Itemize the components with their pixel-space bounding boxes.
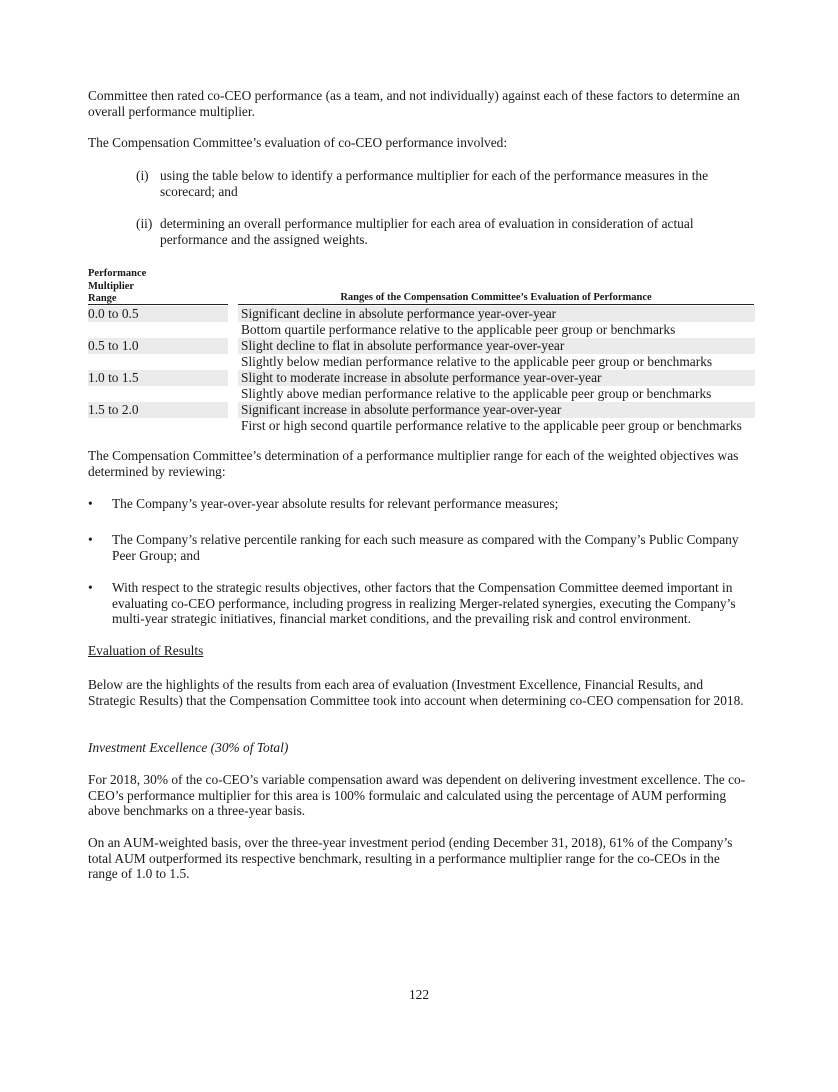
page-number: 122 [408,987,430,1002]
section-heading: Evaluation of Results [88,643,204,658]
range-cell: 0.0 to 0.5 [88,306,228,322]
description-cell: Bottom quartile performance relative to the applicable peer group or benchmarks [241,322,676,337]
bullet-glyph: • [88,532,93,547]
table-header-line: Multiplier [88,280,135,292]
step-number: (i) [136,168,149,183]
aum-paragraph: On an AUM-weighted basis, over the three-year investment period (ending December 31, 2018), 61% of the Company’s total AUM outperformed its respective benchmark, resulting in a performance multiplier range for the co-CEOs in the range of 1.0 to 1.5. [88,835,733,881]
range-cell: 0.5 to 1.0 [88,338,228,354]
subsection-heading: Investment Excellence (30% of Total) [88,740,289,755]
range-cell [88,386,228,402]
description-cell: Slight to moderate increase in absolute performance year-over-year [238,370,755,386]
range-cell [88,418,228,434]
table-header-line: Range [88,293,117,305]
description-cell: Significant increase in absolute performance year-over-year [238,402,755,418]
table-header-evaluation: Ranges of the Compensation Committee’s Evaluation of Performance [340,292,652,303]
description-cell: Slightly above median performance relative to the applicable peer group or benchmarks [241,386,712,401]
range-cell: 1.5 to 2.0 [88,402,228,418]
range-cell [88,354,228,370]
table-row [88,322,755,338]
bullet-glyph: • [88,580,93,595]
table-header-rule [88,304,228,305]
step-number: (ii) [136,216,153,231]
step-text: determining an overall performance multiplier for each area of evaluation in consideration of actual performance and the assigned weights. [160,216,694,247]
description-cell: First or high second quartile performance relative to the applicable peer group or benchmarks [241,418,742,433]
table-header-range [88,268,228,306]
table-row [88,354,755,370]
range-cell: 1.0 to 1.5 [88,370,228,386]
step-text: using the table below to identify a performance multiplier for each of the performance measures in the scorecard; and [160,168,709,199]
description-cell: Slightly below median performance relative to the applicable peer group or benchmarks [241,354,713,369]
table-row [88,306,755,322]
investment-excellence-paragraph: For 2018, 30% of the co-CEO’s variable compensation award was dependent on delivering investment excellence. The co-CEO’s performance multiplier for this area is 100% formulaic and calculated using the percentage of AUM performing above benchmarks on a three-year basis. [88,772,746,818]
table-row [88,402,755,418]
evaluation-involved-paragraph: The Compensation Committee’s evaluation of co-CEO performance involved: [88,135,508,150]
bullet-glyph: • [88,496,93,511]
table-header-line: Performance [88,268,147,279]
table-header-rule [238,304,754,305]
table-row [88,370,755,386]
intro-paragraph: Committee then rated co-CEO performance (as a team, and not individually) against each of these factors to determine an overall performance multiplier. [88,88,740,119]
table-row [88,386,755,402]
evaluation-paragraph: Below are the highlights of the results from each area of evaluation (Investment Excellence, Financial Results, and Strategic Results) that the Compensation Committee took into account when determining co-CEO compensation for 2018. [88,677,744,708]
range-cell [88,322,228,338]
bullet-text: The Company’s relative percentile ranking for each such measure as compared with the Company’s Public Company Peer Group; and [112,532,739,563]
table-row [88,338,755,354]
bullet-text: The Company’s year-over-year absolute results for relevant performance measures; [112,496,559,511]
table-row [88,418,755,434]
bullet-text: With respect to the strategic results objectives, other factors that the Compensation Committee deemed important in evaluating co-CEO performance, including progress in realizing Merger-related synergies, executing the Company’s multi-year strategic initiatives, financial market conditions, and the prevailing risk and control environment. [112,580,736,626]
description-cell: Significant decline in absolute performance year-over-year [238,306,755,322]
determination-paragraph: The Compensation Committee’s determination of a performance multiplier range for each of the weighted objectives was determined by reviewing: [88,448,739,479]
description-cell: Slight decline to flat in absolute performance year-over-year [238,338,755,354]
